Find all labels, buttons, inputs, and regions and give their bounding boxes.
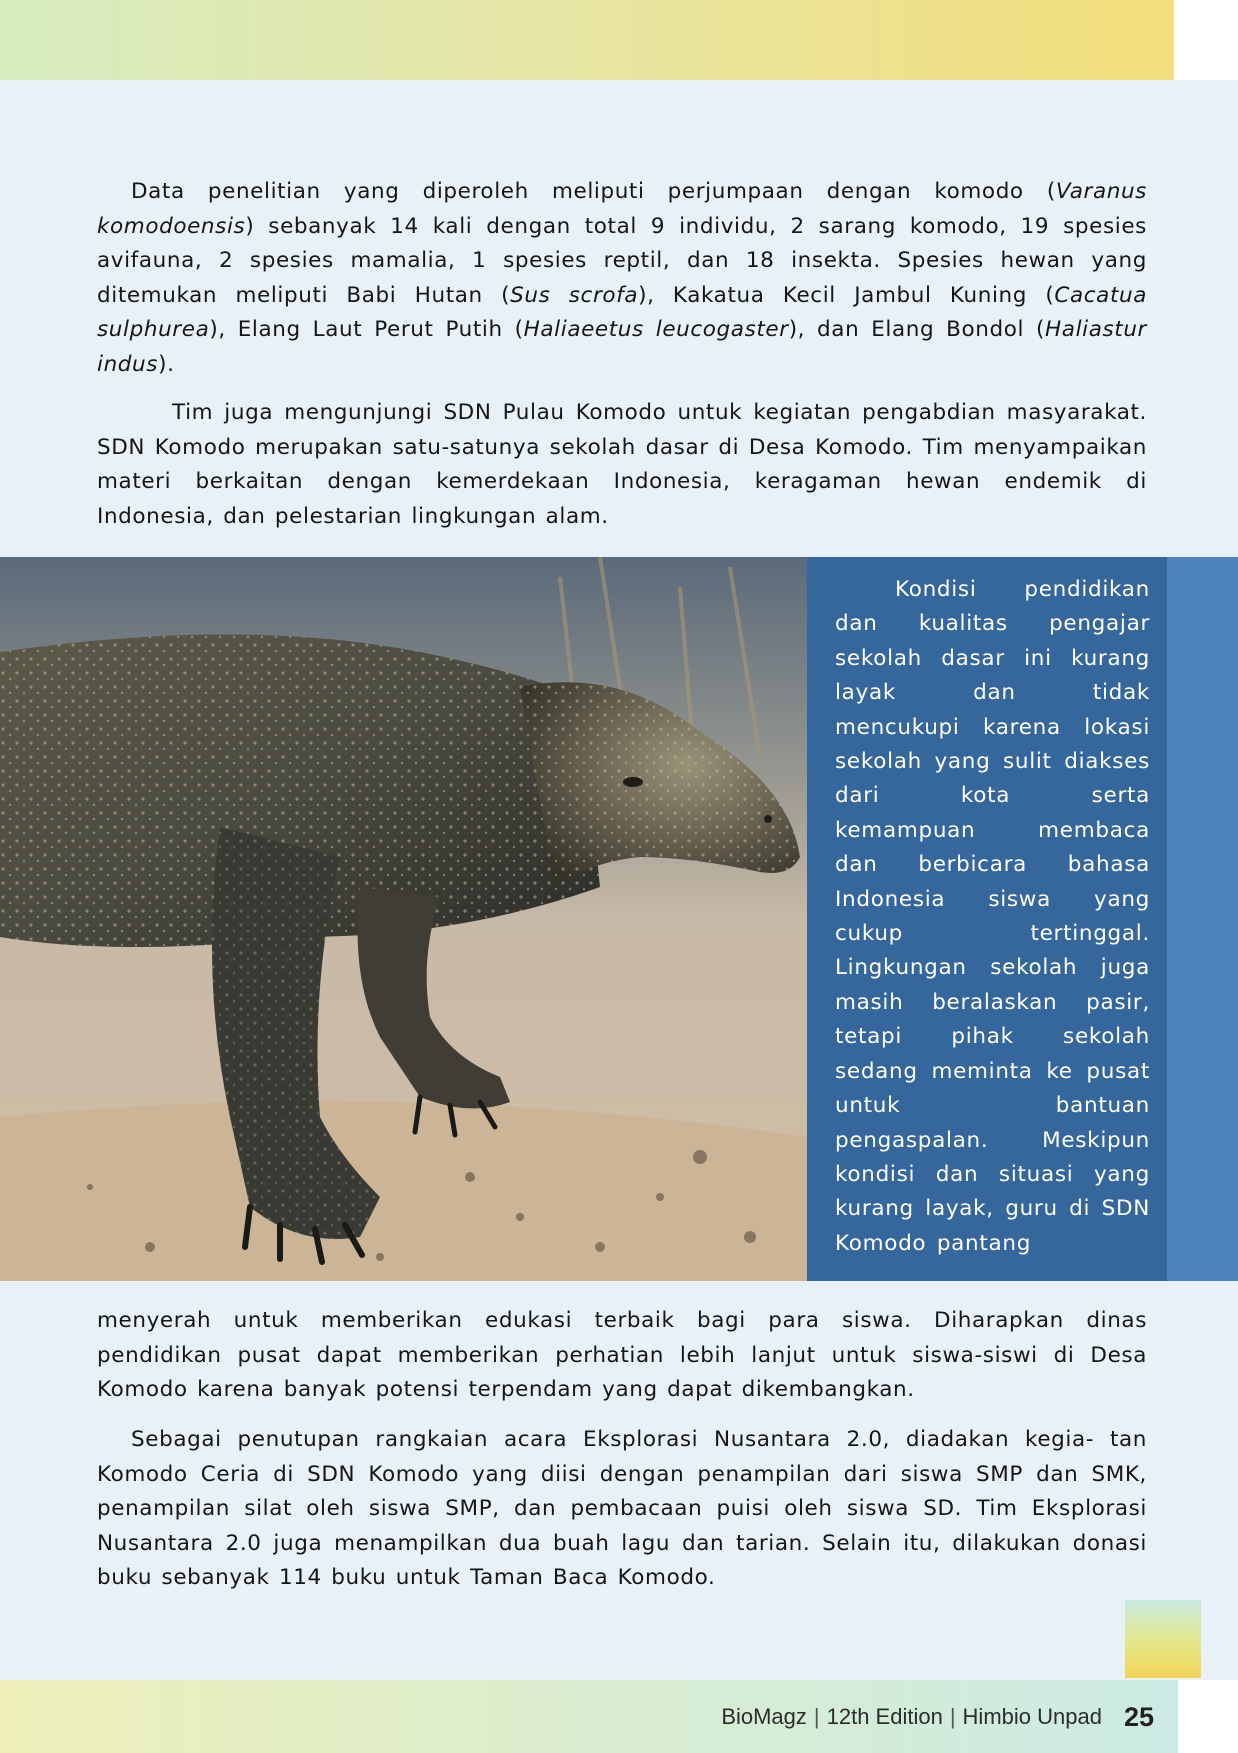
p1-species-5: Haliastur indus — [97, 317, 1147, 377]
p1-text-2: ) sebanyak 14 kali dengan total 9 individu, 2 sarang komodo, 19 spesies avifauna, 2 spesies mamalia, 1 spesies reptil, dan 18 insekta. Spesies hewan yang ditemukan meliputi Babi Hutan ( — [97, 213, 1147, 308]
sidebar-text: Kondisi pendidikan dan kualitas pengajar sekolah dasar ini kurang layak dan tidak mencukupi karena lokasi sekolah yang sulit diakses dari kota serta kemampuan membaca dan berbicara bahasa Indonesia siswa yang cukup tertinggal. Lingkungan sekolah juga masih beralaskan pasir, tetapi pihak sekolah sedang meminta ke pusat untuk bantuan pengaspalan. Meskipun kondisi dan situasi yang kurang layak, guru di SDN Komodo pantang — [835, 577, 1150, 1256]
paragraph-continuation — [97, 1304, 1147, 1408]
corner-decoration — [1125, 1600, 1201, 1678]
paragraph-closing — [97, 1423, 1147, 1596]
p1-species-1: Varanus komodoensis — [97, 179, 1147, 239]
page-number: 25 — [1123, 1701, 1154, 1732]
sidebar-accent-strip — [1167, 557, 1238, 1281]
p1-text-5: ), dan Elang Bondol ( — [788, 317, 1046, 342]
p1-text-1: Data penelitian yang diperoleh meliputi perjumpaan dengan komodo ( — [131, 179, 1056, 204]
p3-text: menyerah untuk memberikan edukasi terbaik bagi para siswa. Diharapkan dinas pendidikan pusat dapat memberikan perhatian lebih lanjut untuk siswa-siswi di Desa Komodo karena banyak potensi terpendam yang dapat dikembangkan. — [97, 1308, 1147, 1402]
footer-magazine: BioMagz — [721, 1704, 807, 1729]
sidebar-text-panel — [807, 557, 1167, 1281]
p1-species-3: Cacatua sulphurea — [97, 282, 1147, 342]
komodo-dragon-photo — [0, 557, 807, 1281]
p1-text-6: ). — [158, 351, 175, 377]
footer-separator: | — [949, 1704, 956, 1729]
p1-species-2: Sus scrofa — [510, 282, 639, 308]
p1-species-4: Haliaeetus leucogaster — [523, 317, 789, 342]
p4-text: Sebagai penutupan rangkaian acara Eksplorasi Nusantara 2.0, diadakan kegia- tan Komodo Ceria di SDN Komodo yang diisi dengan penampilan dari siswa SMP dan SMK, penampilan silat oleh siswa SMP, dan pembacaan puisi oleh siswa SD. Tim Eksplorasi Nusantara 2.0 juga menampilkan dua buah lagu dan tarian. Selain itu, dilakukan donasi buku sebanyak 114 buku untuk Taman Baca Komodo. — [97, 1427, 1147, 1590]
p1-text-3: ), Kakatua Kecil Jambul Kuning ( — [638, 282, 1055, 308]
footer-separator: | — [813, 1704, 820, 1729]
footer-edition: 12th Edition — [826, 1704, 943, 1729]
paragraph-research-data — [97, 175, 1147, 382]
header-gradient-band — [0, 0, 1174, 80]
footer-org: Himbio Unpad — [962, 1704, 1102, 1729]
p1-text-4: ), Elang Laut Perut Putih ( — [209, 317, 524, 342]
page-footer — [721, 1700, 1154, 1734]
p2-text: Tim juga mengunjungi SDN Pulau Komodo untuk kegiatan pengabdian masyarakat. SDN Komodo merupakan satu-satunya sekolah dasar di Desa Komodo. Tim menyampaikan materi berkaitan dengan kemerdekaan Indonesia, keragaman hewan endemik di Indonesia, dan pelestarian lingkungan alam. — [97, 400, 1147, 529]
paragraph-school-visit — [97, 396, 1147, 534]
